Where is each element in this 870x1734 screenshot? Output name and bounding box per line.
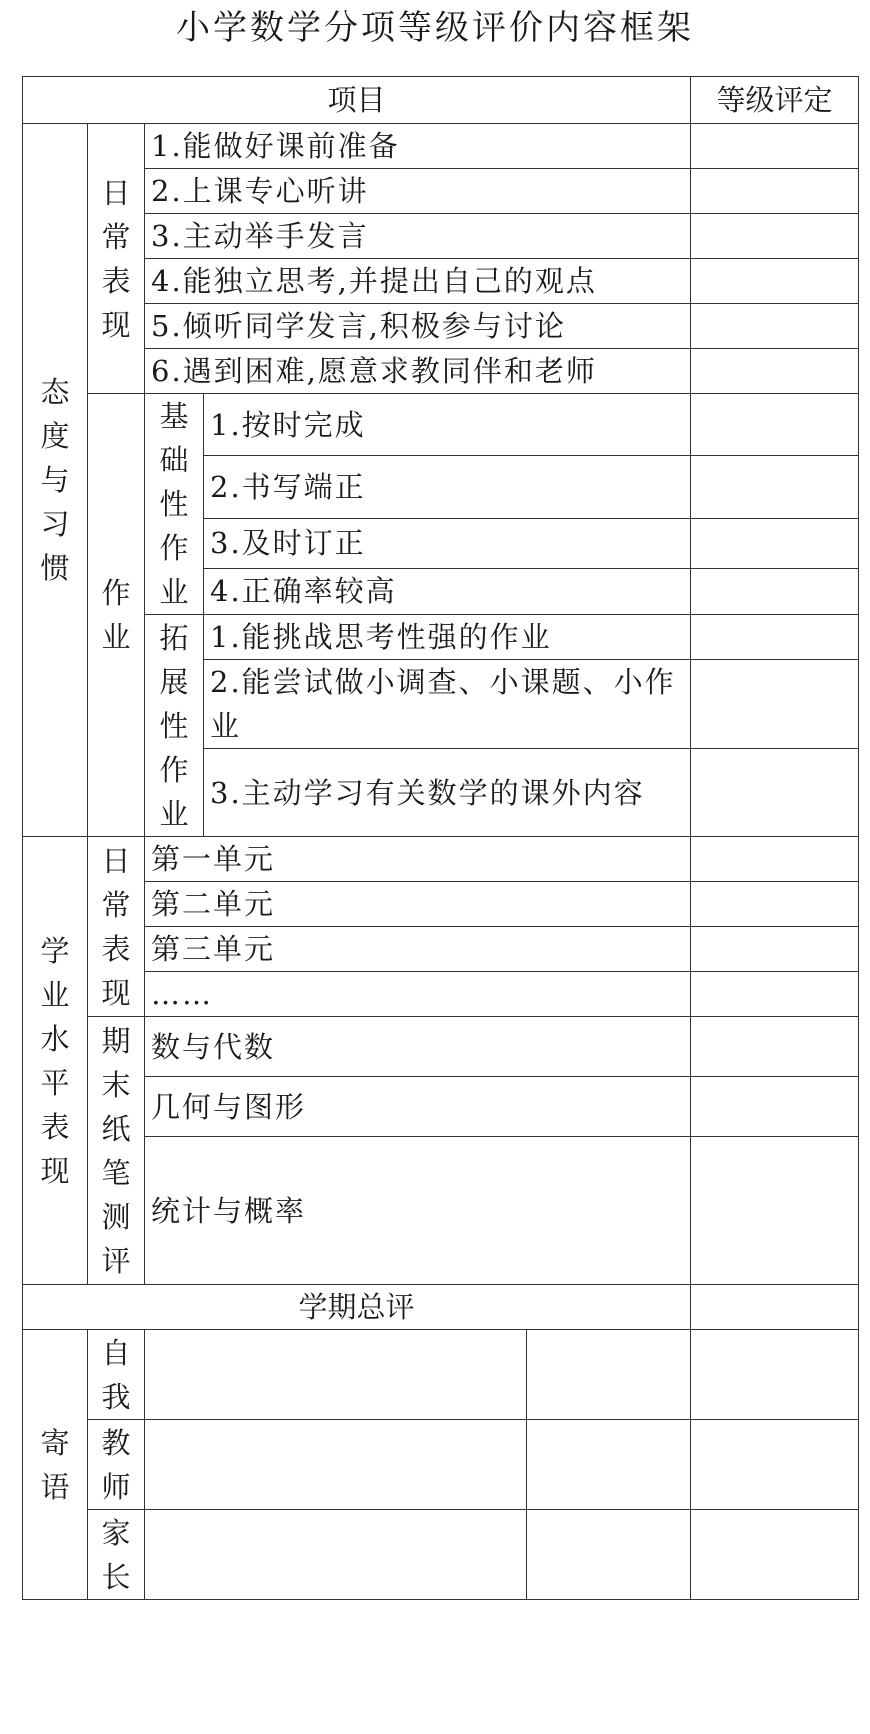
- unit-cell: 第一单元: [145, 837, 691, 882]
- grade-cell[interactable]: [691, 169, 859, 214]
- message-cell[interactable]: [145, 1330, 527, 1420]
- subcategory-extended-homework: 拓展性作业: [145, 615, 204, 837]
- grade-cell[interactable]: [691, 214, 859, 259]
- category-message: 寄语: [23, 1330, 88, 1600]
- subcategory-final-exam: 期末纸笔测评: [88, 1017, 145, 1285]
- table-row: [23, 972, 859, 1017]
- subcategory-daily: 日常表现: [88, 124, 145, 394]
- grade-cell[interactable]: [691, 456, 859, 518]
- grade-cell[interactable]: [691, 304, 859, 349]
- subcategory-basic-homework: 基础性作业: [145, 394, 204, 615]
- unit-cell: 第三单元: [145, 927, 691, 972]
- criterion-cell: 4.能独立思考,并提出自己的观点: [145, 259, 691, 304]
- grade-cell[interactable]: [691, 837, 859, 882]
- criterion-cell: 3.主动学习有关数学的课外内容: [204, 749, 691, 837]
- criterion-cell: 2.能尝试做小调查、小课题、小作业: [204, 660, 691, 749]
- evaluation-framework-table: [22, 76, 859, 1600]
- table-row: [23, 304, 859, 349]
- message-cell[interactable]: [691, 1420, 859, 1510]
- table-row: [23, 394, 859, 456]
- table-row: [23, 615, 859, 660]
- criterion-cell: 3.及时订正: [204, 518, 691, 568]
- message-cell[interactable]: [527, 1420, 691, 1510]
- criterion-cell: 4.正确率较高: [204, 568, 691, 614]
- unit-cell: ……: [145, 972, 691, 1017]
- criterion-cell: 2.书写端正: [204, 456, 691, 518]
- table-row: [23, 1510, 859, 1600]
- grade-cell[interactable]: [691, 568, 859, 614]
- criterion-cell: 2.上课专心听讲: [145, 169, 691, 214]
- strand-cell: 数与代数: [145, 1017, 691, 1077]
- grade-cell[interactable]: [691, 259, 859, 304]
- grade-cell[interactable]: [691, 349, 859, 394]
- category-academic: 学业水平表现: [23, 837, 88, 1285]
- table-row: [23, 169, 859, 214]
- header-grade: 等级评定: [691, 77, 859, 124]
- table-row: [23, 837, 859, 882]
- grade-cell[interactable]: [691, 927, 859, 972]
- criterion-cell: 3.主动举手发言: [145, 214, 691, 259]
- grade-cell[interactable]: [691, 124, 859, 169]
- table-row: [23, 882, 859, 927]
- message-from-teacher: 教师: [88, 1420, 145, 1510]
- table-row: [23, 124, 859, 169]
- semester-summary-row: [23, 1285, 859, 1330]
- table-row: [23, 1017, 859, 1077]
- grade-cell[interactable]: [691, 882, 859, 927]
- semester-summary-label: 学期总评: [23, 1285, 691, 1330]
- table-row: [23, 214, 859, 259]
- table-row: [23, 349, 859, 394]
- grade-cell[interactable]: [691, 1017, 859, 1077]
- grade-cell[interactable]: [691, 1137, 859, 1285]
- message-cell[interactable]: [691, 1510, 859, 1600]
- message-cell[interactable]: [145, 1510, 527, 1600]
- table-row: [23, 1077, 859, 1137]
- table-row: [23, 1420, 859, 1510]
- message-cell[interactable]: [145, 1420, 527, 1510]
- strand-cell: 统计与概率: [145, 1137, 691, 1285]
- criterion-cell: 6.遇到困难,愿意求教同伴和老师: [145, 349, 691, 394]
- table-row: [23, 259, 859, 304]
- criterion-cell: 1.能挑战思考性强的作业: [204, 615, 691, 660]
- grade-cell[interactable]: [691, 615, 859, 660]
- criterion-cell: 1.能做好课前准备: [145, 124, 691, 169]
- subcategory-academic-daily: 日常表现: [88, 837, 145, 1017]
- message-from-self: 自我: [88, 1330, 145, 1420]
- strand-cell: 几何与图形: [145, 1077, 691, 1137]
- grade-cell[interactable]: [691, 660, 859, 749]
- document-title: 小学数学分项等级评价内容框架: [176, 8, 694, 48]
- grade-cell[interactable]: [691, 518, 859, 568]
- grade-cell[interactable]: [691, 972, 859, 1017]
- grade-cell[interactable]: [691, 394, 859, 456]
- message-cell[interactable]: [691, 1330, 859, 1420]
- criterion-cell: 1.按时完成: [204, 394, 691, 456]
- header-item: 项目: [23, 77, 691, 124]
- message-from-parent: 家长: [88, 1510, 145, 1600]
- criterion-cell: 5.倾听同学发言,积极参与讨论: [145, 304, 691, 349]
- category-attitude: 态度与习惯: [23, 124, 88, 837]
- table-row: [23, 1137, 859, 1285]
- message-cell[interactable]: [527, 1510, 691, 1600]
- table-header-row: [23, 77, 859, 124]
- unit-cell: 第二单元: [145, 882, 691, 927]
- grade-cell[interactable]: [691, 1077, 859, 1137]
- grade-cell[interactable]: [691, 1285, 859, 1330]
- grade-cell[interactable]: [691, 749, 859, 837]
- table-row: [23, 1330, 859, 1420]
- table-row: [23, 927, 859, 972]
- message-cell[interactable]: [527, 1330, 691, 1420]
- subcategory-homework: 作业: [88, 394, 145, 837]
